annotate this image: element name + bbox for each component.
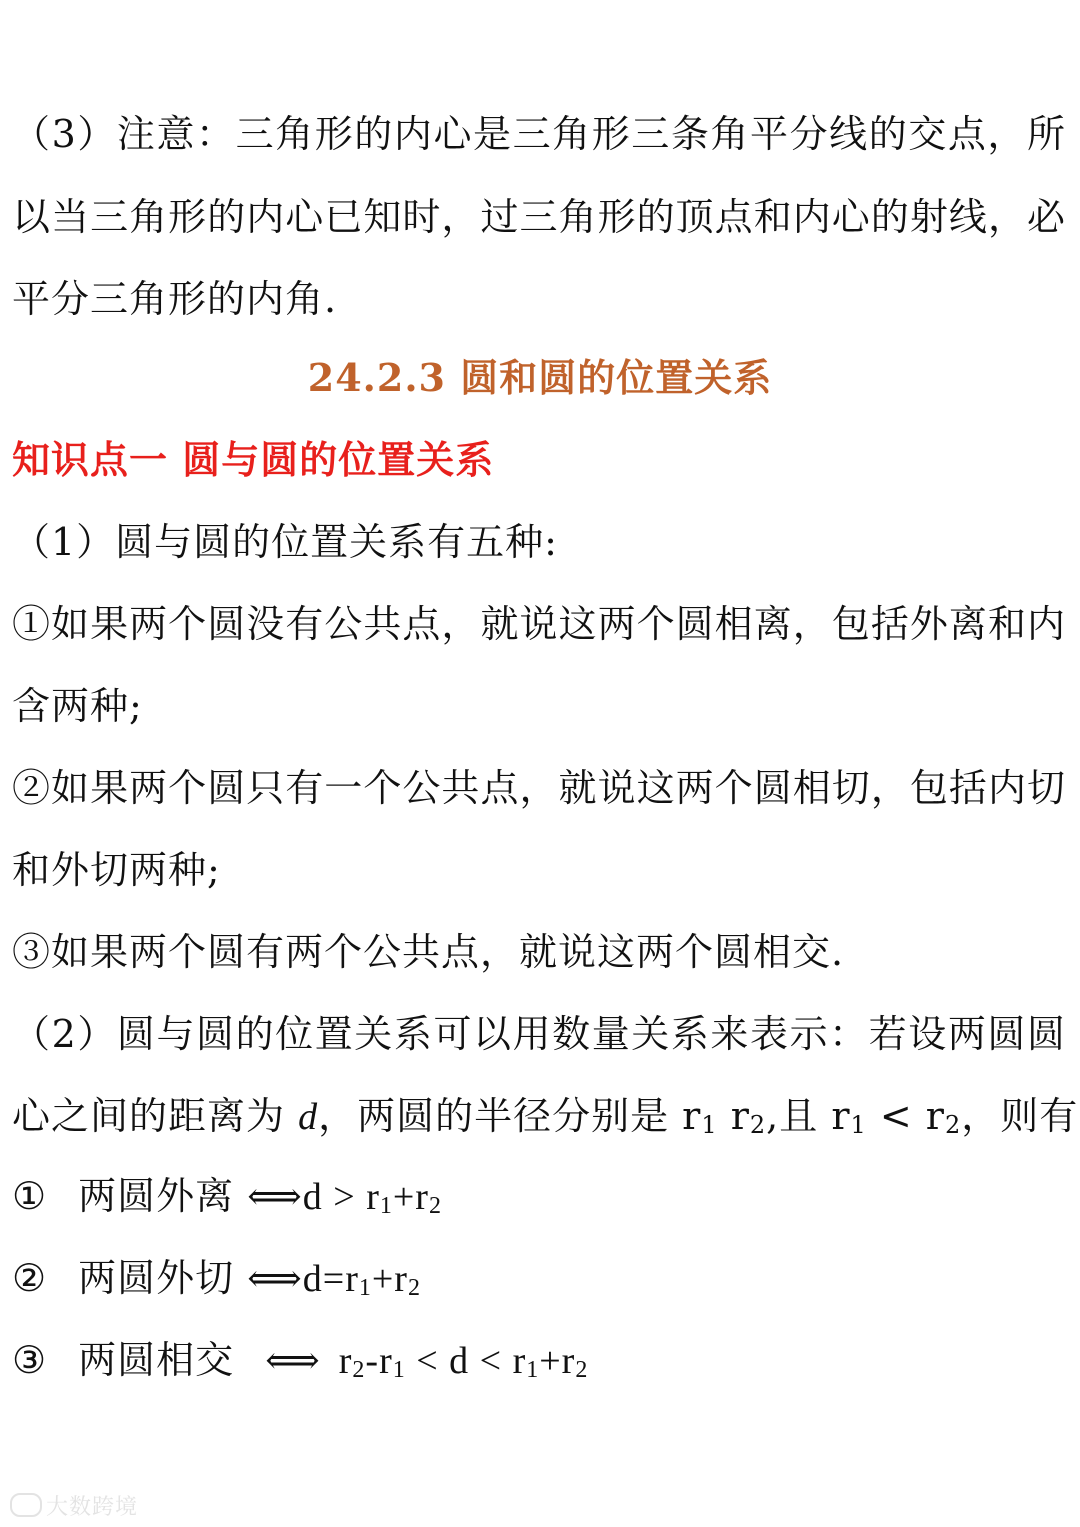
para3-line2: 以当三角形的内心已知时，过三角形的顶点和内心的射线，必 [12,195,1066,239]
expr-part: +r [539,1340,576,1382]
relation-number: ③ [12,1338,48,1382]
part1-item3: ③如果两个圆有两个公共点，就说这两个圆相交. [12,930,845,974]
part1-item2-line2: 和外切两种; [12,848,221,892]
subscript: 2 [428,1193,442,1219]
relation-number: ② [12,1256,48,1300]
relation-label: 两圆外离 [78,1174,235,1218]
subscript: 1 [392,1357,406,1383]
part2-text-e: r [717,1094,750,1138]
expr-part: < d < r [405,1340,527,1382]
part2-text-a: 心之间的距离为 [12,1094,299,1138]
part1-item1-line1: ①如果两个圆没有公共点，就说这两个圆相离，包括外离和内 [12,602,1066,646]
part2-text-b: ，两圆的半径分别是 r [318,1094,702,1138]
subscript: 2 [407,1275,421,1301]
subscript: 2 [352,1357,366,1383]
para3-line1: （3）注意：三角形的内心是三角形三条角平分线的交点，所 [12,112,1066,156]
relation-row [12,1172,1066,1230]
subscript: 2 [575,1357,589,1383]
subscript: 1 [850,1111,867,1139]
watermark [10,1490,138,1521]
expr-part: +r [392,1176,429,1218]
relation-label: 两圆相交 [78,1338,235,1382]
part2-line1: （2）圆与圆的位置关系可以用数量关系来表示：若设两圆圆 [12,1012,1066,1056]
subscript: 2 [944,1111,962,1139]
equivalence-arrow-icon: ⟺ [247,1174,303,1218]
expr-part: -r [365,1340,393,1382]
relation-row [12,1254,1066,1312]
relation-number: ① [12,1174,48,1218]
distance-symbol: d [298,1096,319,1138]
relation-row [12,1336,1066,1394]
expr-part: +r [371,1258,408,1300]
part2-text-k: ，则有 [961,1094,1079,1138]
relation-expr [303,1258,421,1300]
relation-expr [303,1176,442,1218]
part2-text-g: ,且 r [766,1094,851,1138]
part2-text-i: < r [866,1094,945,1138]
relation-label: 两圆外切 [78,1256,235,1300]
equivalence-arrow-icon: ⟺ [247,1256,303,1300]
subscript: 2 [749,1111,767,1139]
subscript: 1 [701,1111,718,1139]
equivalence-arrow-icon: ⟺ [265,1338,321,1382]
para3-line3: 平分三角形的内角. [12,277,338,321]
expr-part: d=r [302,1258,359,1300]
expr-part: d > r [302,1176,380,1218]
part1-item1-line2: 含两种; [12,684,143,728]
part2-line2 [12,1092,1079,1149]
part1-intro: （1）圆与圆的位置关系有五种: [12,520,558,564]
expr-part: r [338,1340,353,1382]
subscript: 1 [358,1275,372,1301]
subscript: 1 [379,1193,393,1219]
knowledge-point-title: 知识点一 圆与圆的位置关系 [12,437,495,482]
part1-item2-line1: ②如果两个圆只有一个公共点，就说这两个圆相切，包括内切 [12,766,1066,810]
relation-expr [339,1340,589,1382]
watermark-text: 大数跨境 [46,1495,139,1520]
subscript: 1 [526,1357,540,1383]
section-title: 24.2.3 圆和圆的位置关系 [307,355,773,400]
watermark-logo-icon [10,1493,42,1517]
